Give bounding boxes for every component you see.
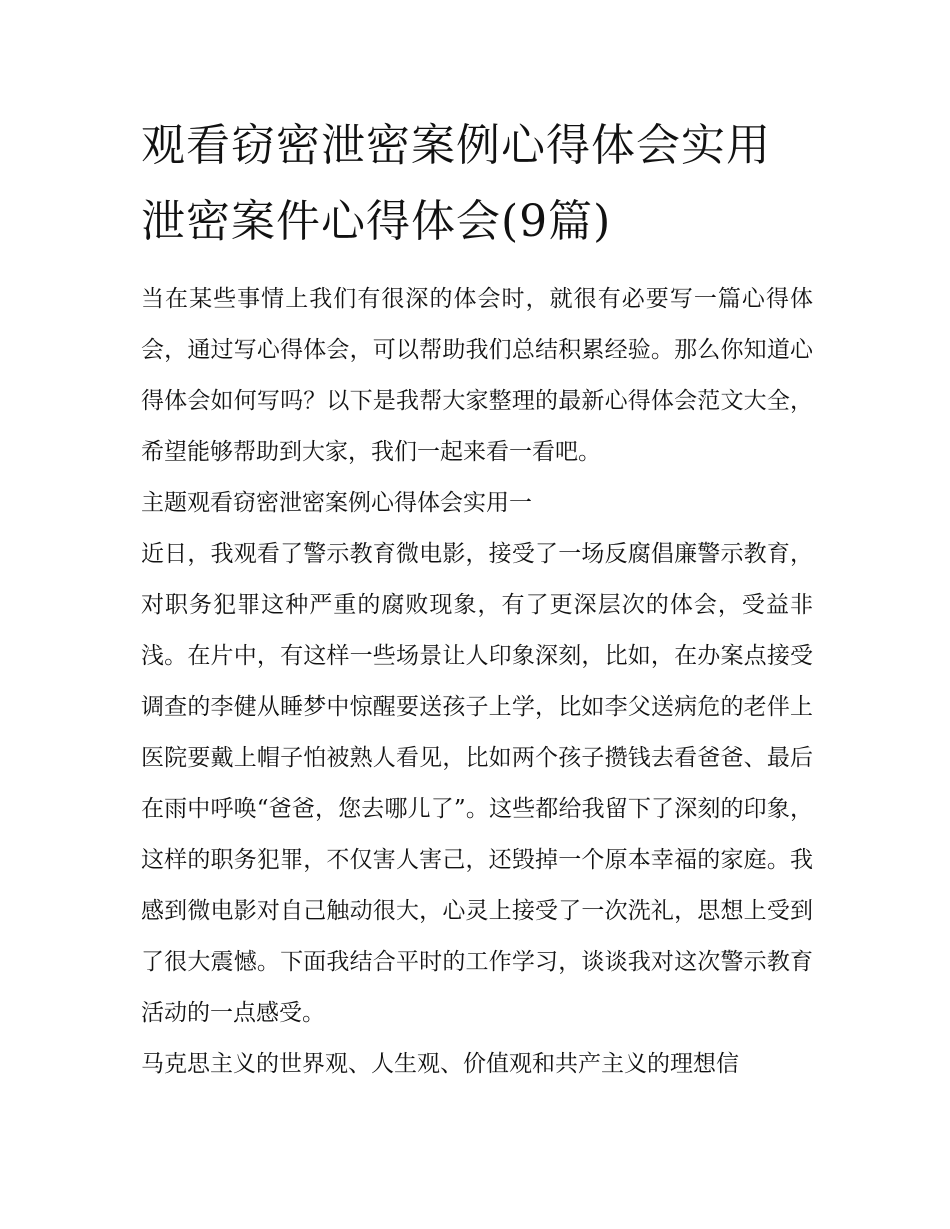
intro-paragraph: 当在某些事情上我们有很深的体会时，就很有必要写一篇心得体会，通过写心得体会，可以帮助我们总结积累经验。那么你知道心得体会如何写吗？以下是我帮大家整理的最新心得体会范文大全，希望能够帮助到大家，我们一起来看一看吧。: [141, 286, 813, 465]
document-title: 观看窃密泄密案例心得体会实用 泄密案件心得体会(9篇): [141, 120, 771, 247]
body-paragraph-continued: 马克思主义的世界观、人生观、价值观和共产主义的理想信: [141, 1051, 739, 1077]
section-heading: 主题观看窃密泄密案例心得体会实用一: [141, 490, 532, 516]
document-page: [141, 108, 813, 1090]
body-paragraph: 近日，我观看了警示教育微电影，接受了一场反腐倡廉警示教育，对职务犯罪这种严重的腐败现象，有了更深层次的体会，受益非浅。在片中，有这样一些场景让人印象深刻，比如，在办案点接受调查的李健从睡梦中惊醒要送孩子上学，比如李父送病危的老伴上医院要戴上帽子怕被熟人看见，比如两个孩子攒钱去看爸爸、最后在雨中呼唤“爸爸，您去哪儿了”。这些都给我留下了深刻的印象，这样的职务犯罪，不仅害人害己，还毁掉一个原本幸福的家庭。我感到微电影对自己触动很大，心灵上接受了一次洗礼，思想上受到了很大震憾。下面我结合平时的工作学习，谈谈我对这次警示教育活动的一点感受。: [141, 541, 813, 1026]
